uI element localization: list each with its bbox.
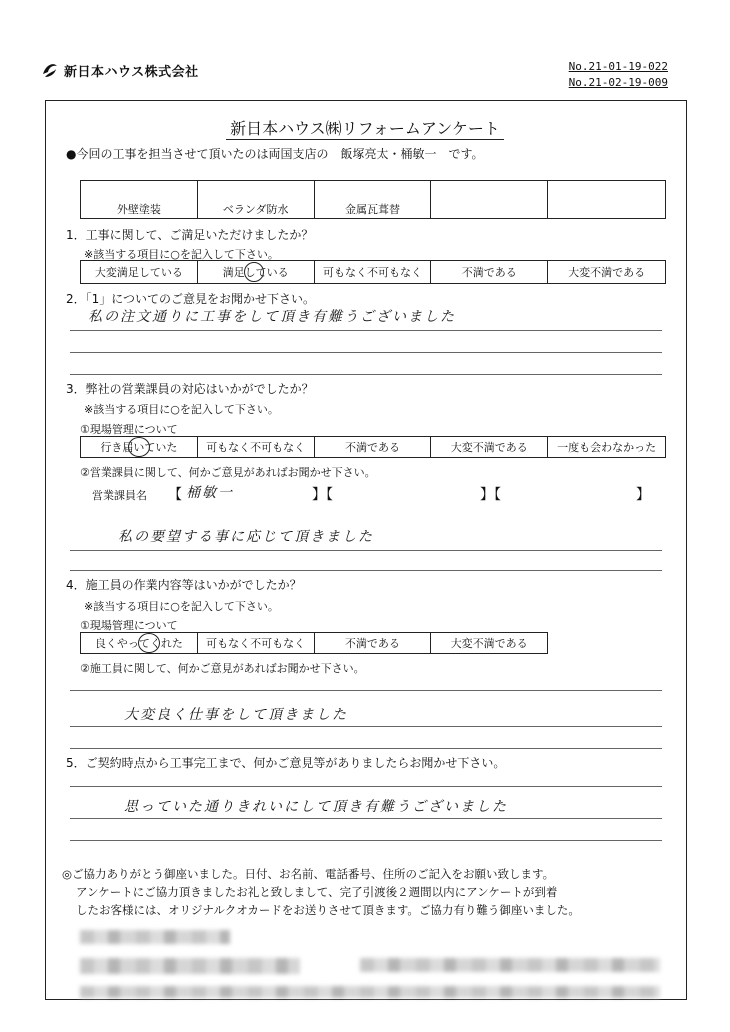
q4-option[interactable]: 不満である — [314, 633, 431, 654]
bracket-pair-3: 】【 — [480, 487, 501, 503]
q1-note: ※該当する項目に○を記入して下さい。 — [84, 248, 279, 261]
q4-option-selected[interactable]: 良くやってくれた — [81, 633, 198, 654]
q3-option-selected[interactable]: 行き届いていた — [81, 437, 198, 458]
q4-answer: 大変良く仕事をして頂きました — [124, 707, 348, 723]
survey-title: 新日本ハウス㈱リフォームアンケート — [0, 116, 730, 139]
q2-answer: 私の注文通りに工事をして頂き有難うございました — [88, 309, 456, 325]
q5-answer: 思っていた通りきれいにして頂き有難うございました — [124, 799, 508, 815]
q3-option[interactable]: 大変不満である — [431, 437, 548, 458]
answer-line — [70, 748, 662, 749]
answer-line — [70, 374, 662, 375]
work-item: 外壁塗装 — [81, 181, 198, 219]
staff-label — [92, 487, 147, 503]
q4-option[interactable]: 可もなく不可もなく — [197, 633, 314, 654]
footer-line-3: したお客様には、オリジナルクオカードをお送りさせて頂きます。ご協力有り難う御座いました。 — [76, 903, 580, 917]
staff-name: 桶敏一 — [186, 485, 234, 501]
q3-question: 3．弊社の営業課員の対応はいかがでしたか？ — [66, 382, 314, 396]
q1-option[interactable]: 不満である — [431, 261, 548, 284]
staff-label-text: 営業課員名 — [92, 489, 147, 502]
work-item — [431, 181, 548, 219]
q3-options — [80, 436, 666, 458]
q1-option[interactable]: 可もなく不可もなく — [314, 261, 431, 284]
doc-number-2: No.21-02-19-009 — [568, 76, 668, 89]
q4-question: 4．施工員の作業内容等はいかがでしたか？ — [66, 578, 302, 592]
redacted-name — [80, 958, 300, 974]
answer-line — [70, 570, 662, 571]
work-item — [548, 181, 666, 219]
answer-line — [70, 330, 662, 331]
q3-note: ※該当する項目に○を記入して下さい。 — [84, 403, 279, 416]
q1-option[interactable]: 大変不満である — [548, 261, 666, 284]
q4-option[interactable]: 大変不満である — [431, 633, 548, 654]
q3-option[interactable]: 不満である — [314, 437, 431, 458]
q4-selection-circle — [138, 633, 160, 653]
bracket-open-1: 【 — [168, 487, 182, 503]
q4-sub2: ②施工員に関して、何かご意見があればお聞かせ下さい。 — [80, 662, 365, 675]
doc-number-1: No.21-01-19-022 — [568, 60, 668, 73]
q1-options — [80, 260, 666, 284]
redacted-address — [80, 986, 660, 998]
q3-sub1: ①現場管理について — [80, 423, 178, 436]
q3-sub2: ②営業課員に関して、何かご意見があればお聞かせ下さい。 — [80, 466, 376, 479]
answer-line — [70, 840, 662, 841]
q1-selection-circle — [244, 262, 264, 282]
bracket-close-3: 】 — [636, 487, 650, 503]
q3-selection-circle — [128, 437, 150, 457]
q3-option[interactable]: 一度も会わなかった — [548, 437, 666, 458]
work-item: ベランダ防水 — [197, 181, 314, 219]
q3-option[interactable]: 可もなく不可もなく — [197, 437, 314, 458]
answer-line — [70, 818, 662, 819]
redacted-phone — [360, 958, 660, 972]
q1-option[interactable]: 大変満足している — [81, 261, 198, 284]
work-items-table — [80, 180, 666, 219]
footer-line-1: ◎ご協力ありがとう御座いました。日付、お名前、電話番号、住所のご記入をお願い致します。 — [62, 867, 555, 881]
answer-line — [70, 690, 662, 691]
q4-note: ※該当する項目に○を記入して下さい。 — [84, 600, 279, 613]
q1-question: 1．工事に関して、ご満足いただけましたか？ — [66, 228, 314, 242]
footer-line-2: アンケートにご協力頂きましたお礼と致しまして、完了引渡後２週間以内にアンケートが到着 — [76, 885, 558, 899]
bracket-pair-2: 】【 — [312, 487, 333, 503]
answer-line — [70, 550, 662, 551]
answer-line — [70, 726, 662, 727]
q1-option-selected[interactable]: 満足している — [197, 261, 314, 284]
answer-line — [70, 352, 662, 353]
company-logo — [40, 60, 199, 80]
company-logo-icon — [40, 60, 60, 80]
redacted-date — [80, 930, 230, 944]
q4-sub1: ①現場管理について — [80, 619, 178, 632]
answer-line — [70, 786, 662, 787]
work-item: 金属瓦葺替 — [314, 181, 431, 219]
company-name: 新日本ハウス株式会社 — [64, 64, 199, 80]
q2-question: 2．「1」についてのご意見をお聞かせ下さい。 — [66, 292, 316, 306]
q3-answer: 私の要望する事に応じて頂きました — [118, 529, 374, 545]
q5-question: 5．ご契約時点から工事完工まで、何かご意見等がありましたらお聞かせ下さい。 — [66, 756, 506, 770]
intro-text: ●今回の工事を担当させて頂いたのは両国支店の 飯塚亮太・桶敏一 です。 — [66, 147, 484, 161]
